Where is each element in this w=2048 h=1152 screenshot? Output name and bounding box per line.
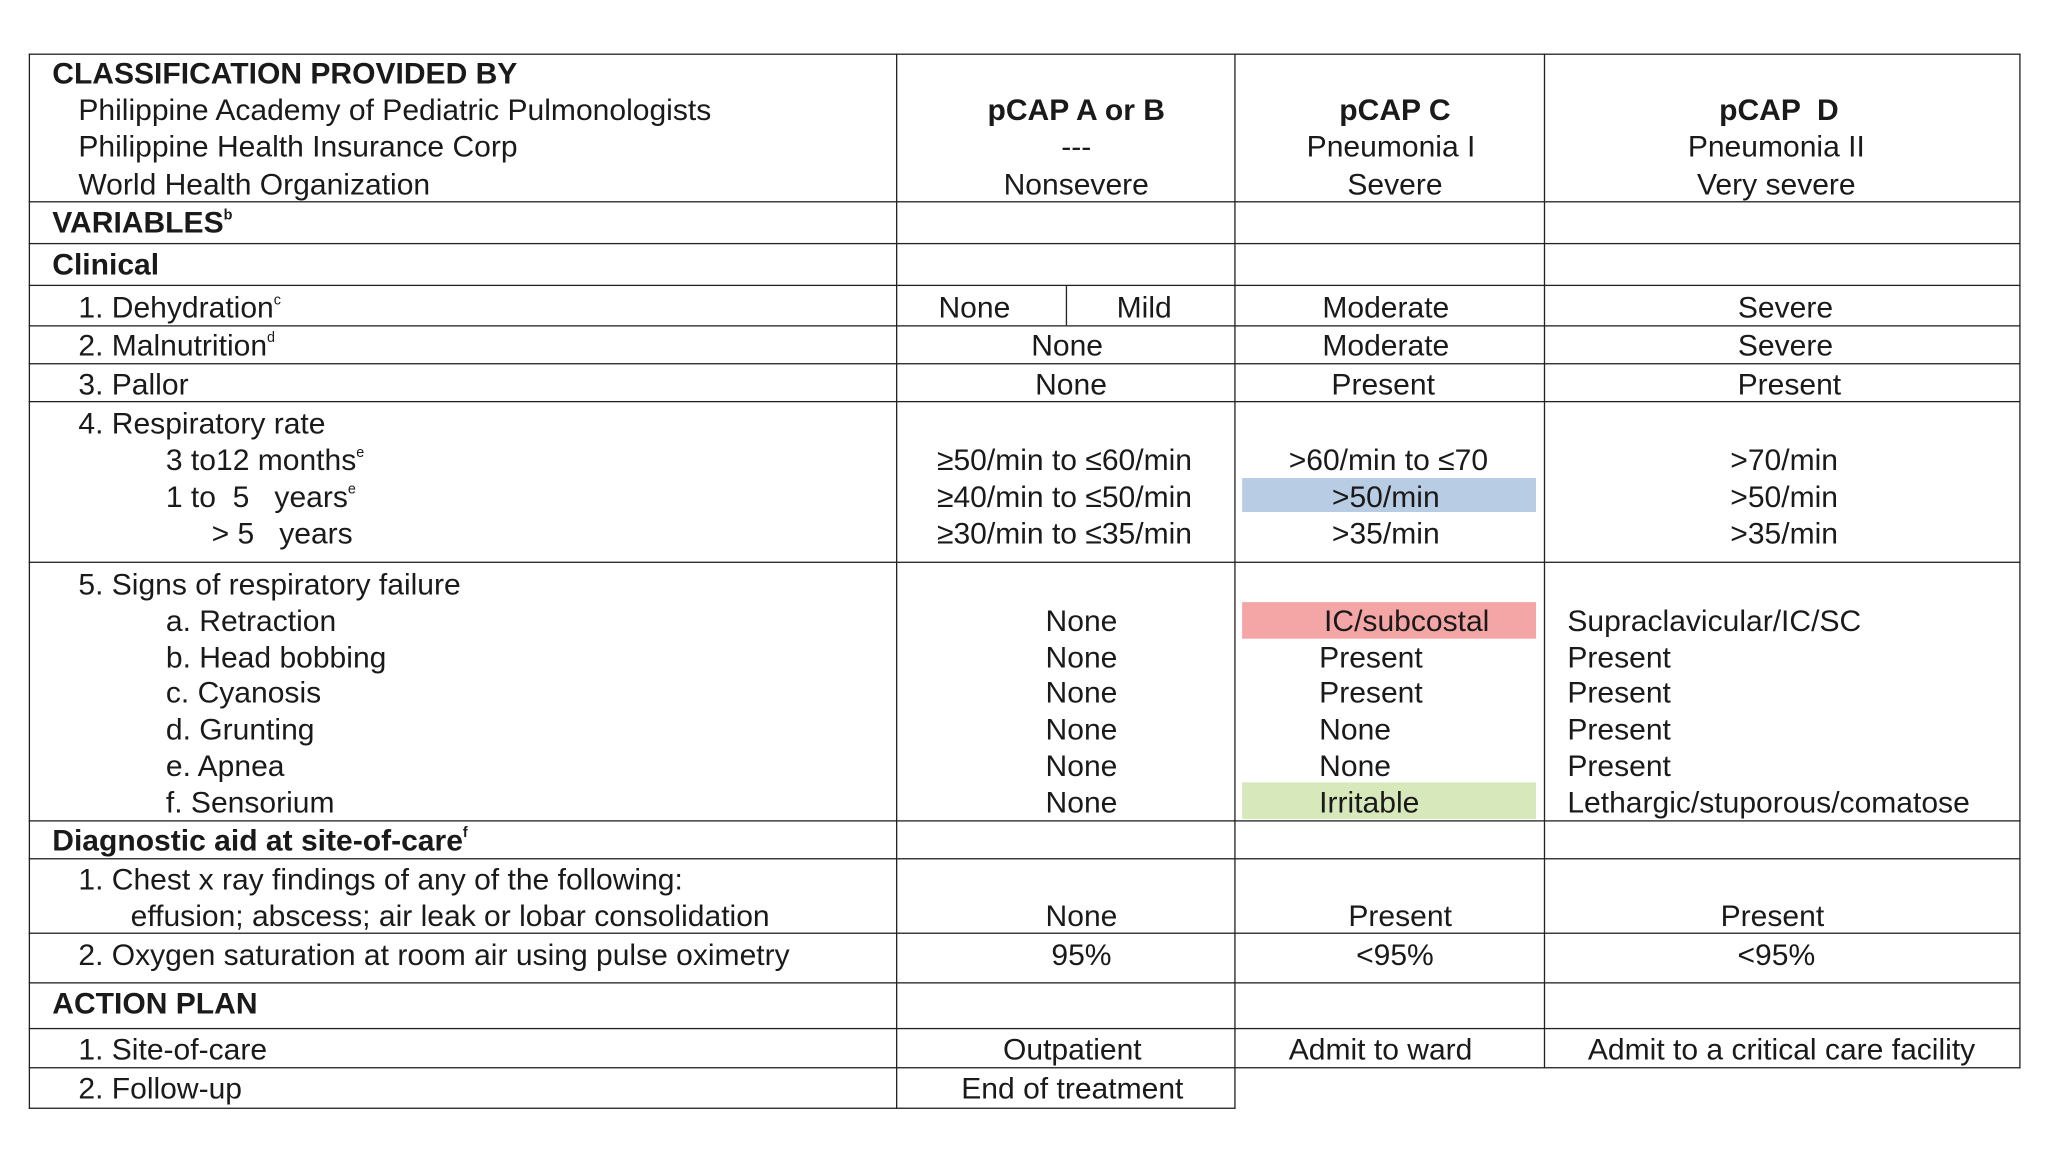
dehydration-c: Moderate (1322, 289, 1450, 324)
dehydration-mild: Mild (1116, 289, 1172, 324)
rr-c: >60/min to ≤70 (1288, 442, 1489, 477)
oxygen-d: <95% (1737, 937, 1816, 972)
pallor-label: 3. Pallor (78, 367, 189, 401)
row-divider (29, 54, 2021, 55)
resp-failure-c: None (1319, 748, 1391, 783)
rr-ab: ≥30/min to ≤35/min (936, 515, 1193, 550)
column-divider (1234, 54, 1235, 1109)
rr-d: >50/min (1730, 479, 1839, 514)
column-severity-d: Very severe (1697, 167, 1856, 202)
malnutrition-c: Moderate (1322, 327, 1450, 362)
malnutrition-ab: None (1031, 327, 1104, 362)
rr-d: >35/min (1730, 515, 1839, 550)
provider-name: World Health Organization (78, 167, 431, 202)
site-of-care-c: Admit to ward (1288, 1031, 1473, 1066)
rr-age-label: > 5 years (211, 515, 353, 550)
row-divider (29, 243, 2021, 244)
column-header-c: pCAP C (1339, 92, 1451, 127)
classification-title: CLASSIFICATION PROVIDED BY (52, 56, 518, 91)
provider-name: Philippine Health Insurance Corp (78, 129, 518, 164)
site-of-care-ab: Outpatient (1003, 1031, 1142, 1066)
oxygen-ab: 95% (1051, 937, 1112, 972)
xray-ab: None (1045, 898, 1118, 933)
resp-failure-c: Present (1319, 675, 1423, 710)
resp-failure-ab: None (1045, 675, 1118, 710)
resp-failure-d: Lethargic/stuporous/comatose (1567, 784, 1970, 819)
column-header-d: pCAP D (1719, 92, 1839, 127)
resp-failure-sign: a. Retraction (165, 603, 337, 638)
variables-heading: VARIABLES$^b$ (52, 205, 233, 240)
resp-failure-ab: None (1045, 639, 1118, 674)
oxygen-c: <95% (1356, 937, 1434, 972)
resp-failure-c: None (1319, 711, 1391, 746)
column-subheader-c: Pneumonia I (1306, 129, 1476, 164)
provider-name: Philippine Academy of Pediatric Pulmonologists (78, 92, 712, 127)
column-divider (896, 54, 897, 1109)
dehydration-d: Severe (1737, 289, 1834, 324)
resp-failure-sign: b. Head bobbing (165, 639, 387, 674)
malnutrition-d: Severe (1737, 327, 1834, 362)
resp-failure-sign: d. Grunting (165, 711, 315, 746)
resp-failure-label: 5. Signs of respiratory failure (78, 566, 461, 601)
resp-failure-d: Present (1567, 748, 1671, 783)
resp-failure-ab: None (1045, 748, 1118, 783)
rr-d: >70/min (1730, 442, 1839, 477)
resp-failure-c: Present (1319, 639, 1423, 674)
row-divider (29, 1028, 2021, 1029)
resp-failure-ab: None (1045, 784, 1118, 819)
resp-failure-ab: None (1045, 603, 1118, 638)
site-of-care-d: Admit to a critical care facility (1587, 1031, 1976, 1066)
xray-label-detail: effusion; abscess; air leak or lobar consolidation (130, 898, 770, 933)
diagnostic-heading: Diagnostic aid at site-of-care$^f$ (52, 822, 468, 857)
resp-failure-sign: c. Cyanosis (165, 675, 322, 710)
resp-failure-sign: f. Sensorium (165, 784, 335, 819)
resp-failure-d: Present (1567, 711, 1671, 746)
dehydration-none: None (938, 289, 1011, 324)
pallor-c: Present (1331, 367, 1435, 401)
row-divider (29, 820, 2021, 821)
xray-c: Present (1348, 898, 1452, 933)
rr-age-label: 1 to 5 years$^e$ (165, 479, 356, 514)
action-plan-heading: ACTION PLAN (52, 986, 258, 1021)
row-divider (29, 933, 2021, 934)
column-severity-c: Severe (1347, 167, 1443, 202)
clinical-heading: Clinical (52, 246, 160, 281)
row-divider (29, 285, 2021, 286)
resp-failure-d: Present (1567, 675, 1671, 710)
site-of-care-label: 1. Site-of-care (78, 1031, 268, 1066)
rr-ab: ≥40/min to ≤50/min (936, 479, 1193, 514)
follow-up-ab: End of treatment (961, 1071, 1184, 1105)
xray-label: 1. Chest x ray findings of any of the following: (78, 862, 683, 896)
row-divider (29, 858, 2021, 859)
resp-failure-d: Supraclavicular/IC/SC (1567, 603, 1862, 638)
resp-failure-c: IC/subcostal (1324, 603, 1490, 638)
rr-c: >50/min (1331, 479, 1440, 514)
table-border-left (29, 54, 30, 1109)
resp-failure-d: Present (1567, 639, 1671, 674)
row-divider (29, 401, 2021, 402)
column-header-ab: pCAP A or B (987, 92, 1165, 127)
resp-failure-ab: None (1045, 711, 1118, 746)
malnutrition-label: 2. Malnutrition$^d$ (78, 327, 276, 362)
row-divider (29, 201, 2021, 202)
rr-age-label: 3 to12 months$^e$ (165, 442, 365, 477)
row-divider (29, 363, 2021, 364)
follow-up-label: 2. Follow-up (78, 1071, 242, 1105)
rr-ab: ≥50/min to ≤60/min (936, 442, 1193, 477)
rr-c: >35/min (1331, 515, 1440, 550)
column-severity-ab: Nonsevere (1003, 167, 1149, 202)
xray-d: Present (1720, 898, 1825, 933)
dehydration-label: 1. Dehydration$^c$ (78, 289, 281, 324)
row-divider (29, 982, 2021, 983)
row-divider (29, 562, 2021, 563)
respiratory-rate-label: 4. Respiratory rate (78, 406, 326, 441)
row-divider (29, 1108, 1236, 1109)
pallor-d: Present (1737, 367, 1842, 401)
resp-failure-sign: e. Apnea (165, 748, 285, 783)
column-subheader-d: Pneumonia II (1687, 129, 1865, 164)
row-divider (29, 325, 2021, 326)
oxygen-label: 2. Oxygen saturation at room air using pulse oximetry (78, 937, 790, 972)
dehydration-divider (1066, 286, 1067, 325)
resp-failure-c: Irritable (1319, 784, 1420, 819)
column-subheader-ab: --- (1061, 129, 1092, 164)
row-divider (29, 1067, 2021, 1068)
pallor-ab: None (1035, 367, 1107, 401)
